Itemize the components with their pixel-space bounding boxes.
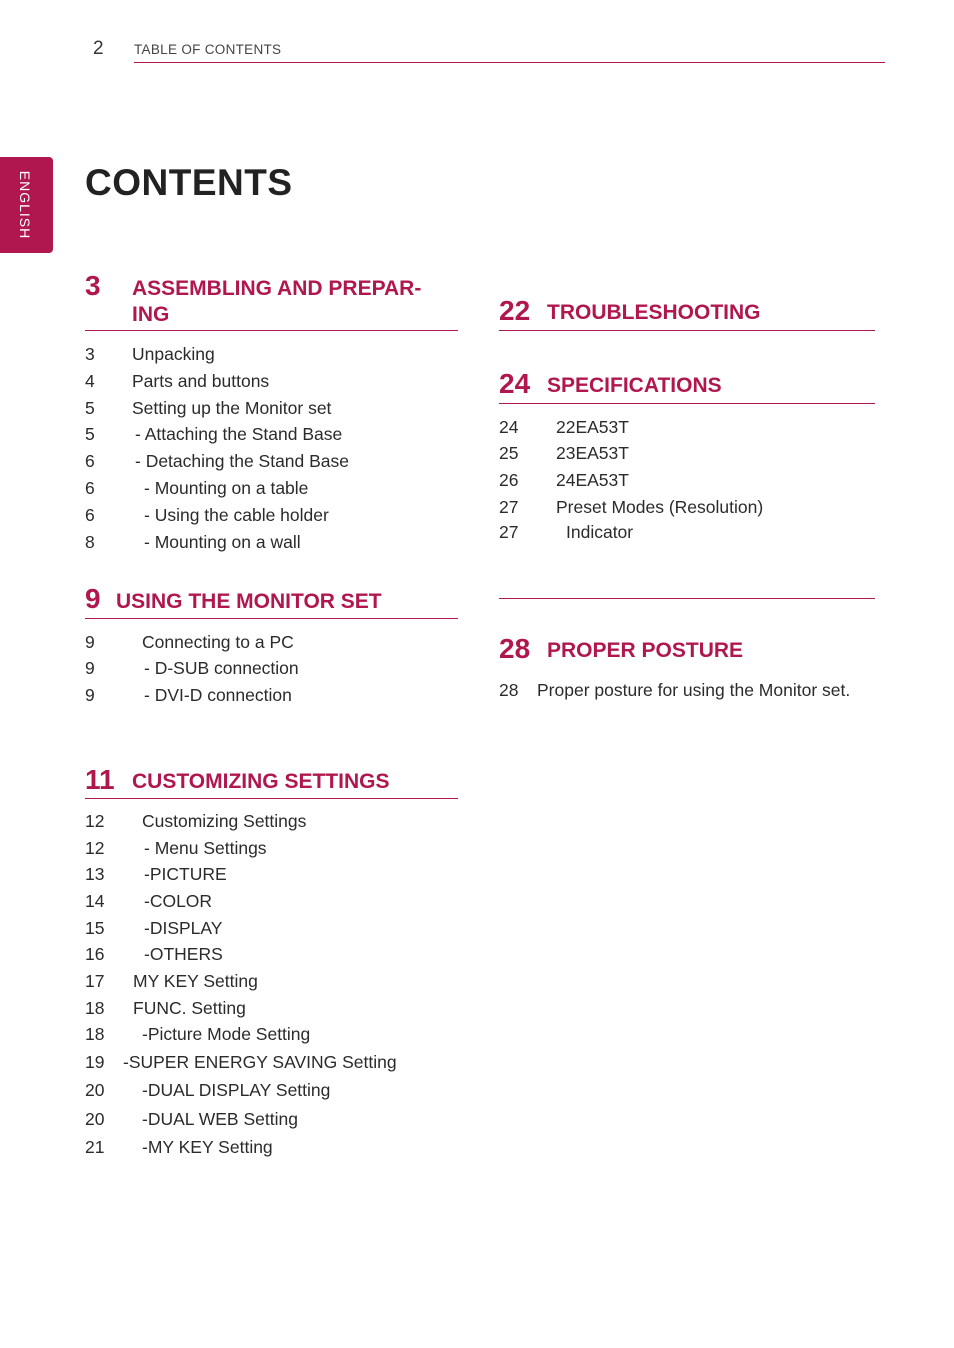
section-title-line1: ASSEMBLING AND PREPAR- xyxy=(132,277,422,300)
toc-entry-text: - DVI-D connection xyxy=(144,685,292,705)
toc-entry-text: Connecting to a PC xyxy=(142,632,294,652)
toc-page-number: 3 xyxy=(85,344,95,364)
toc-entry-text: Proper posture for using the Monitor set. xyxy=(537,680,851,700)
section-heading xyxy=(499,368,875,404)
section-number: 28 xyxy=(499,633,531,664)
toc-entry-text: - D-SUB connection xyxy=(144,658,299,678)
section-assembling xyxy=(85,270,458,552)
toc-page-number: 18 xyxy=(85,998,105,1018)
toc-entry-text: Parts and buttons xyxy=(132,371,270,391)
section-title-line2: ING xyxy=(132,303,170,326)
toc-page-number: 13 xyxy=(85,864,105,884)
section-proper-posture xyxy=(499,633,875,700)
section-using-monitor xyxy=(85,583,458,705)
toc-entry-text: - Menu Settings xyxy=(144,838,267,858)
running-header-title: TABLE OF CONTENTS xyxy=(134,42,282,57)
section-heading xyxy=(85,583,458,619)
toc-entry-text: Customizing Settings xyxy=(142,811,307,831)
toc-page-number: 27 xyxy=(499,497,519,517)
toc-entry-text: -MY KEY Setting xyxy=(142,1137,273,1157)
toc-page-number: 6 xyxy=(85,505,95,525)
toc-entry-text: - Mounting on a table xyxy=(144,478,309,498)
toc-entry-text: FUNC. Setting xyxy=(133,998,246,1018)
toc-entry-text: - Attaching the Stand Base xyxy=(135,424,343,444)
page-number: 2 xyxy=(93,38,104,59)
toc-entry-text: -DUAL DISPLAY Setting xyxy=(142,1080,331,1100)
toc-entry-text: Setting up the Monitor set xyxy=(132,398,332,418)
toc-page-number: 15 xyxy=(85,918,105,938)
toc-page-number: 19 xyxy=(85,1052,105,1072)
toc-page-number: 28 xyxy=(499,680,519,700)
toc-page-number: 20 xyxy=(85,1080,105,1100)
section-number: 22 xyxy=(499,295,531,326)
section-specifications xyxy=(499,368,875,542)
toc-page-number: 24 xyxy=(499,417,519,437)
toc-page-number: 9 xyxy=(85,632,95,652)
section-divider xyxy=(499,598,875,599)
toc-entry-text: -DUAL WEB Setting xyxy=(142,1109,298,1129)
toc-entry-text: -SUPER ENERGY SAVING Setting xyxy=(123,1052,397,1072)
toc-page-number: 21 xyxy=(85,1137,105,1157)
section-title: TROUBLESHOOTING xyxy=(547,301,761,324)
toc-page-number: 12 xyxy=(85,838,105,858)
toc-page-number: 26 xyxy=(499,470,519,490)
toc-entry-text: Preset Modes (Resolution) xyxy=(556,497,764,517)
toc-entry-text: -OTHERS xyxy=(144,944,223,964)
toc-entry-text: MY KEY Setting xyxy=(133,971,258,991)
section-heading xyxy=(85,764,458,799)
toc-page-number: 25 xyxy=(499,443,519,463)
toc-page-number: 5 xyxy=(85,424,95,444)
toc-page-number: 14 xyxy=(85,891,105,911)
toc-entry-text: -COLOR xyxy=(144,891,213,911)
section-heading xyxy=(499,295,875,331)
toc-entry-text: 23EA53T xyxy=(556,443,629,463)
toc-page-number: 16 xyxy=(85,944,105,964)
toc-entry-text: - Using the cable holder xyxy=(144,505,329,525)
toc-page-number: 4 xyxy=(85,371,95,391)
toc-page-number: 9 xyxy=(85,685,95,705)
toc-page-number: 17 xyxy=(85,971,105,991)
toc-entry-text: - Mounting on a wall xyxy=(144,532,301,552)
section-number: 11 xyxy=(85,764,115,795)
toc-page-number: 20 xyxy=(85,1109,105,1129)
section-customizing xyxy=(85,764,458,1157)
toc-entry-text: - Detaching the Stand Base xyxy=(135,451,350,471)
toc-entry-text: 24EA53T xyxy=(556,470,629,490)
toc-page-number: 9 xyxy=(85,658,95,678)
toc-entry-text: Unpacking xyxy=(132,344,215,364)
page-title: CONTENTS xyxy=(85,162,293,203)
section-number: 9 xyxy=(85,583,101,614)
section-troubleshooting xyxy=(499,295,875,331)
toc-page-number: 8 xyxy=(85,532,95,552)
section-title: SPECIFICATIONS xyxy=(547,374,722,397)
toc-page-number: 27 xyxy=(499,522,519,542)
section-heading xyxy=(85,270,458,331)
language-tab-label: ENGLISH xyxy=(17,170,33,240)
toc-entry-text: -Picture Mode Setting xyxy=(142,1024,311,1044)
section-title: USING THE MONITOR SET xyxy=(116,590,382,613)
toc-page-number: 12 xyxy=(85,811,105,831)
section-title: CUSTOMIZING SETTINGS xyxy=(132,770,390,793)
toc-entry-text: Indicator xyxy=(566,522,634,542)
toc-entry-text: -DISPLAY xyxy=(144,918,223,938)
toc-page-number: 5 xyxy=(85,398,95,418)
section-number: 3 xyxy=(85,270,101,301)
section-heading xyxy=(499,633,875,668)
section-title: PROPER POSTURE xyxy=(547,639,744,662)
toc-entry-text: -PICTURE xyxy=(144,864,227,884)
header-rule xyxy=(134,62,885,63)
toc-page-number: 18 xyxy=(85,1024,105,1044)
toc-page-number: 6 xyxy=(85,451,95,471)
toc-page-number: 6 xyxy=(85,478,95,498)
toc-entry-text: 22EA53T xyxy=(556,417,629,437)
section-number: 24 xyxy=(499,368,531,399)
